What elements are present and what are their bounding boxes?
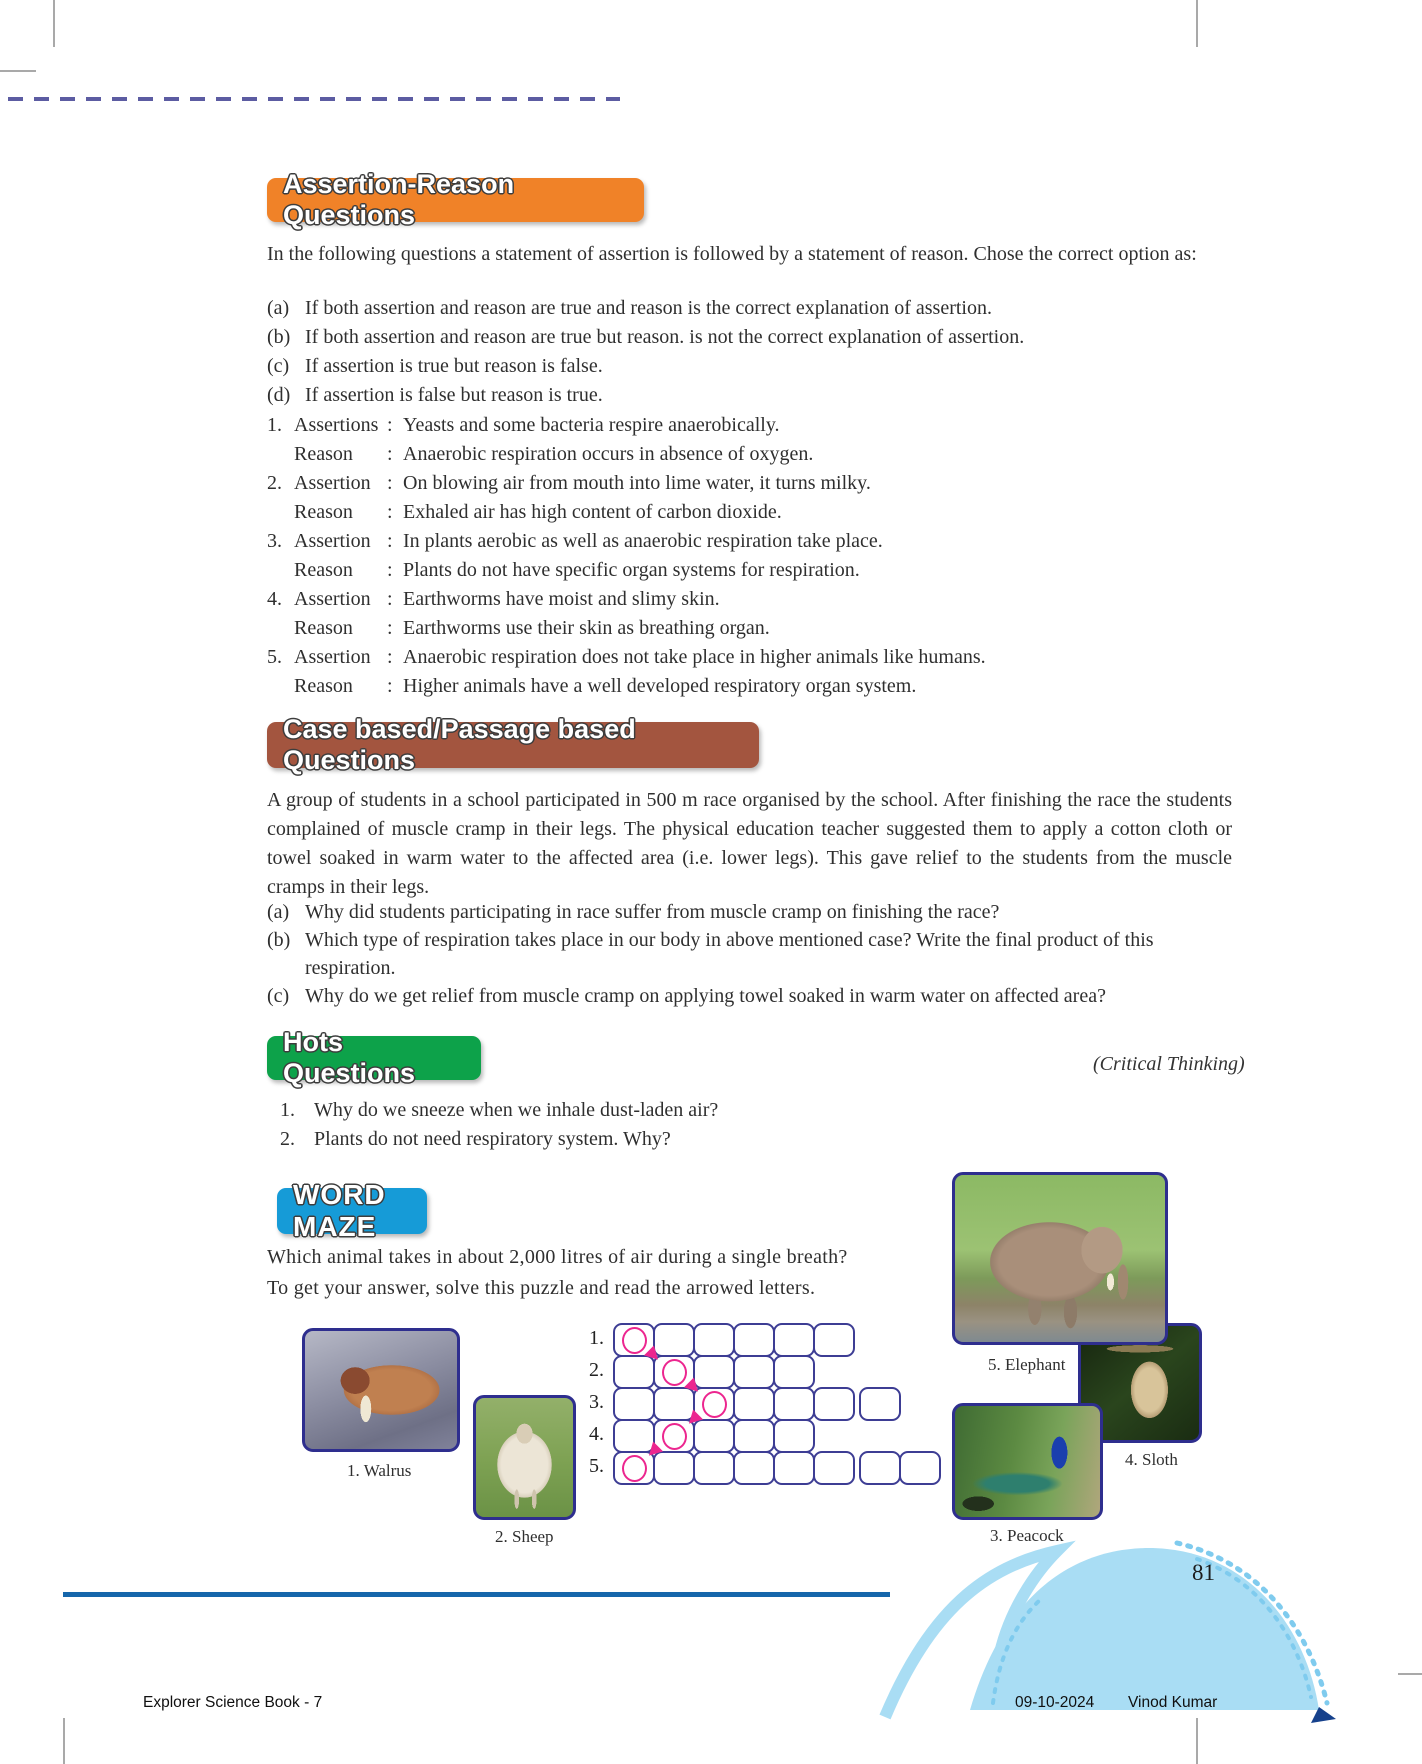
maze-grid [613,1323,949,1489]
ar-reason-row [267,614,1242,643]
ar-option-key: (c) [267,355,290,377]
maze-cell [653,1451,695,1485]
word-maze-intro-line1: Which animal takes in about 2,000 litres of air during a single breath? [267,1246,848,1268]
elephant-label: 5. Elephant [988,1355,1066,1374]
ar-colon: : [387,530,393,552]
maze-cell [813,1323,855,1357]
ar-assertion-label: Assertions [294,414,379,436]
crop-mark-top-left-v [53,0,55,47]
crop-mark-top-right-v [1196,0,1198,47]
ar-colon: : [387,501,393,523]
ar-assertion-text: On blowing air from mouth into lime water, it turns milky. [403,472,871,494]
maze-cell [773,1387,815,1421]
ar-assertion-text: Anaerobic respiration does not take place in higher animals like humans. [403,646,986,668]
ar-reason-text: Higher animals have a well developed respiratory organ system. [403,675,917,697]
dashed-divider [8,97,620,101]
case-based-paragraph: A group of students in a school participated in 500 m race organised by the school. After finishing the race the students complained of muscle cramp in their legs. The physical education teacher suggested them to apply a cotton cloth or towel soaked in warm water to the affected area (i.e. lower legs). This gave relief to the students from the muscle cramps in their legs. [267,789,1232,898]
maze-cell [733,1355,775,1389]
ar-assertion-label: Assertion [294,646,371,668]
ar-assertion-row [267,585,1242,614]
case-question-line [267,982,1235,1010]
sheep-label: 2. Sheep [495,1527,554,1546]
maze-circle [662,1423,687,1450]
ar-reason-text: Earthworms use their skin as breathing organ. [403,617,770,639]
ar-item-number-blank [267,440,294,469]
ar-assertion-row [267,643,1242,672]
ar-assertion-label: Assertion [294,530,371,552]
case-question-line [267,926,1235,982]
ar-item-number-blank [267,672,294,701]
swoosh-graphic [795,1525,1340,1764]
ar-option-text: If both assertion and reason are true and reason is the correct explanation of assertion. [305,297,992,319]
maze-row-number: 4. [589,1423,604,1445]
case-question-text: Why do we get relief from muscle cramp on applying towel soaked in warm water on affected area? [305,985,1106,1007]
case-question-line [267,898,1235,926]
ar-reason-row [267,556,1242,585]
ar-option-line [267,323,1242,352]
hots-question-text: Why do we sneeze when we inhale dust-laden air? [314,1099,719,1121]
ar-option-text: If both assertion and reason are true but reason. is not the correct explanation of assertion. [305,326,1025,348]
ar-option-line [267,352,1242,381]
maze-cell [773,1323,815,1357]
maze-cell [899,1451,941,1485]
crop-mark-right-h [1398,1673,1422,1675]
case-question-key: (a) [267,901,290,923]
maze-circle [702,1391,727,1418]
hots-question-line [280,1125,1180,1154]
ar-reason-row [267,498,1242,527]
footer-date: 09-10-2024 [1015,1694,1095,1711]
sheep-photo [473,1395,576,1520]
ar-assertion-text: In plants aerobic as well as anaerobic respiration take place. [403,530,883,552]
maze-cell [693,1451,735,1485]
ar-reason-label: Reason [294,617,353,639]
ar-option-key: (d) [267,384,291,406]
ar-colon: : [387,675,393,697]
ar-reason-row [267,440,1242,469]
maze-cell [813,1387,855,1421]
case-question-text: Why did students participating in race suffer from muscle cramp on finishing the race? [305,901,1000,923]
ar-assertion-label: Assertion [294,472,371,494]
maze-cell [733,1451,775,1485]
ar-option-key: (b) [267,326,291,348]
hots-question-text: Plants do not need respiratory system. Why? [314,1128,671,1150]
hots-question-line [280,1096,1180,1125]
crop-mark-bottom-left-v [63,1718,65,1764]
ar-item-number-blank [267,498,294,527]
ar-item-number: 1. [267,414,282,436]
maze-cell [693,1419,735,1453]
maze-cell [859,1451,901,1485]
ar-item-number: 2. [267,472,282,494]
maze-cell [773,1419,815,1453]
maze-row-number: 2. [589,1359,604,1381]
case-question-key: (b) [267,929,291,951]
ar-assertion-text: Earthworms have moist and slimy skin. [403,588,720,610]
walrus-label: 1. Walrus [347,1461,412,1480]
maze-cell [693,1323,735,1357]
ar-reason-label: Reason [294,443,353,465]
crop-mark-top-left-h [0,70,36,72]
maze-cell [773,1355,815,1389]
footer-author: Vinod Kumar [1128,1694,1218,1711]
page-number: 81 [1192,1560,1215,1585]
maze-cell [773,1451,815,1485]
ar-option-line [267,381,1242,410]
ar-reason-text: Anaerobic respiration occurs in absence of oxygen. [403,443,814,465]
maze-row-number: 5. [589,1455,604,1477]
maze-circle [622,1455,647,1482]
maze-cell [733,1323,775,1357]
peacock-label: 3. Peacock [990,1526,1064,1545]
maze-circle [622,1327,647,1354]
assertion-reason-items [267,411,1242,701]
ar-colon: : [387,472,393,494]
footer-book-title: Explorer Science Book - 7 [143,1694,323,1711]
ar-reason-label: Reason [294,501,353,523]
ar-item-number-blank [267,556,294,585]
ar-item-number: 3. [267,530,282,552]
word-maze-intro-line2: To get your answer, solve this puzzle and read the arrowed letters. [267,1277,816,1299]
ar-reason-text: Exhaled air has high content of carbon dioxide. [403,501,782,523]
ar-colon: : [387,443,393,465]
ar-item-number: 4. [267,588,282,610]
maze-cell [613,1387,655,1421]
hots-header: Hots Questions [267,1036,481,1080]
ar-option-text: If assertion is true but reason is false. [305,355,603,377]
ar-colon: : [387,588,393,610]
maze-cell [733,1419,775,1453]
sloth-label: 4. Sloth [1125,1450,1178,1469]
assertion-reason-options [267,294,1242,410]
ar-item-number: 5. [267,646,282,668]
ar-colon: : [387,559,393,581]
word-maze-header: WORD MAZE [277,1188,427,1234]
ar-reason-label: Reason [294,675,353,697]
maze-row-number: 3. [589,1391,604,1413]
maze-cell [859,1387,901,1421]
hots-question-number: 1. [280,1099,295,1121]
footer-rule [63,1592,890,1597]
ar-assertion-row [267,527,1242,556]
maze-cell [813,1451,855,1485]
walrus-photo [302,1328,460,1452]
critical-thinking-note: (Critical Thinking) [1093,1053,1245,1075]
case-question-text: Which type of respiration takes place in our body in above mentioned case? Write the final product of this respiration. [305,929,1154,979]
maze-circle [662,1359,687,1386]
case-based-questions [267,898,1235,1010]
case-based-header: Case based/Passage based Questions [267,722,759,768]
ar-assertion-row [267,411,1242,440]
ar-colon: : [387,646,393,668]
ar-option-line [267,294,1242,323]
hots-questions [280,1096,1180,1154]
ar-reason-row [267,672,1242,701]
maze-row-number: 1. [589,1327,604,1349]
assertion-reason-intro: In the following questions a statement of assertion is followed by a statement of reason. Chose the correct option as: [267,243,1197,265]
ar-assertion-label: Assertion [294,588,371,610]
hots-question-number: 2. [280,1128,295,1150]
assertion-reason-header: Assertion-Reason Questions [267,178,644,222]
case-question-key: (c) [267,985,290,1007]
ar-item-number-blank [267,614,294,643]
ar-reason-label: Reason [294,559,353,581]
ar-assertion-text: Yeasts and some bacteria respire anaerobically. [403,414,780,436]
ar-colon: : [387,617,393,639]
ar-assertion-row [267,469,1242,498]
elephant-photo [952,1172,1168,1345]
peacock-photo [952,1403,1103,1520]
ar-option-key: (a) [267,297,290,319]
ar-option-text: If assertion is false but reason is true. [305,384,603,406]
ar-reason-text: Plants do not have specific organ systems for respiration. [403,559,860,581]
maze-cell [733,1387,775,1421]
ar-colon: : [387,414,393,436]
